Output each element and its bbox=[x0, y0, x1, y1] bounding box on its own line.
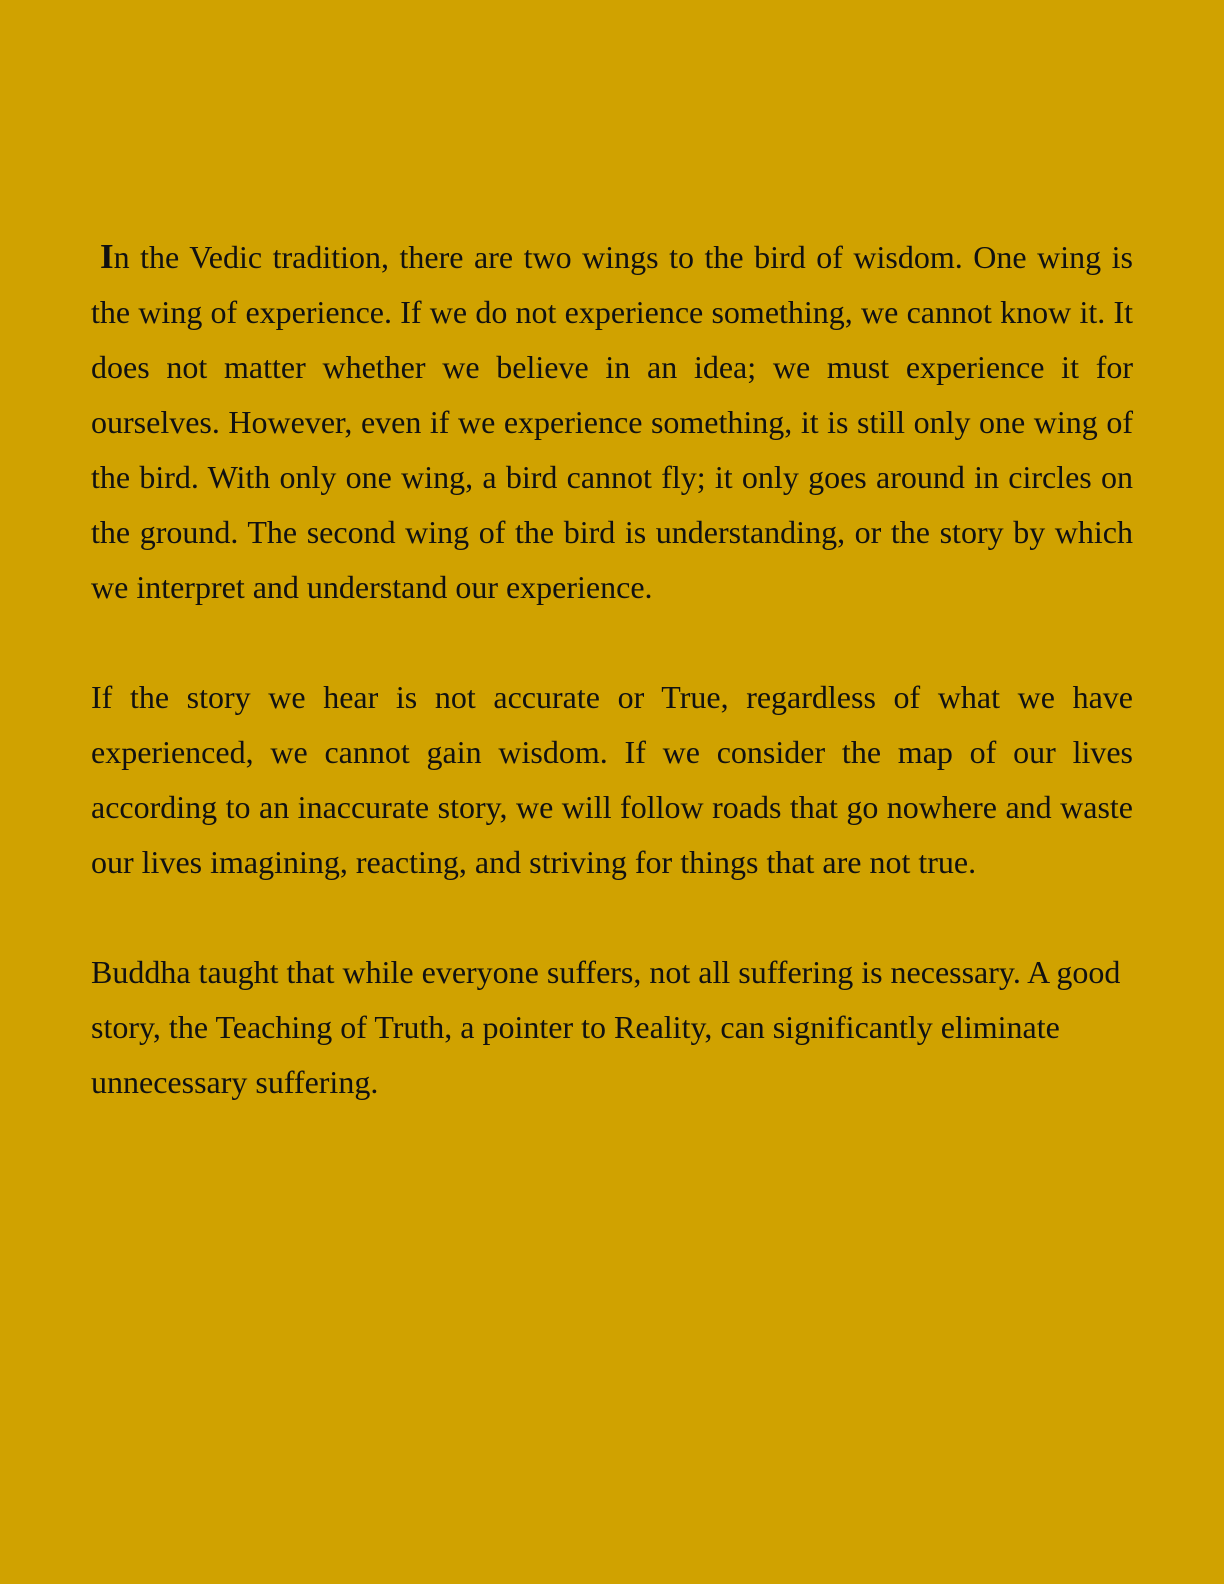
paragraph-1 bbox=[91, 229, 1133, 615]
body-text bbox=[91, 229, 1133, 1165]
paragraph-1-text: n the Vedic tradition, there are two wings to the bird of wisdom. One wing is the wing of experience. If we do not experience something, we cannot know it. It does not matter whether we believe in an idea; we must experience it for ourselves. However, even if we experience something, it is still only one wing of the bird. With only one wing, a bird cannot fly; it only goes around in circles on the ground. The second wing of the bird is understanding, or the story by which we interpret and understand our experience. bbox=[91, 239, 1133, 605]
paragraph-3: Buddha taught that while everyone suffers, not all suffering is necessary. A good story, the Teaching of Truth, a pointer to Reality, can significantly eliminate unnecessary suffering. bbox=[91, 954, 1121, 1100]
paragraph-2: If the story we hear is not accurate or True, regardless of what we have experienced, we cannot gain wisdom. If we consider the map of our lives according to an inaccurate story, we will follow roads that go nowhere and waste our lives imagining, reacting, and striving for things that are not true. bbox=[91, 679, 1133, 880]
initial-letter: I bbox=[100, 237, 114, 276]
